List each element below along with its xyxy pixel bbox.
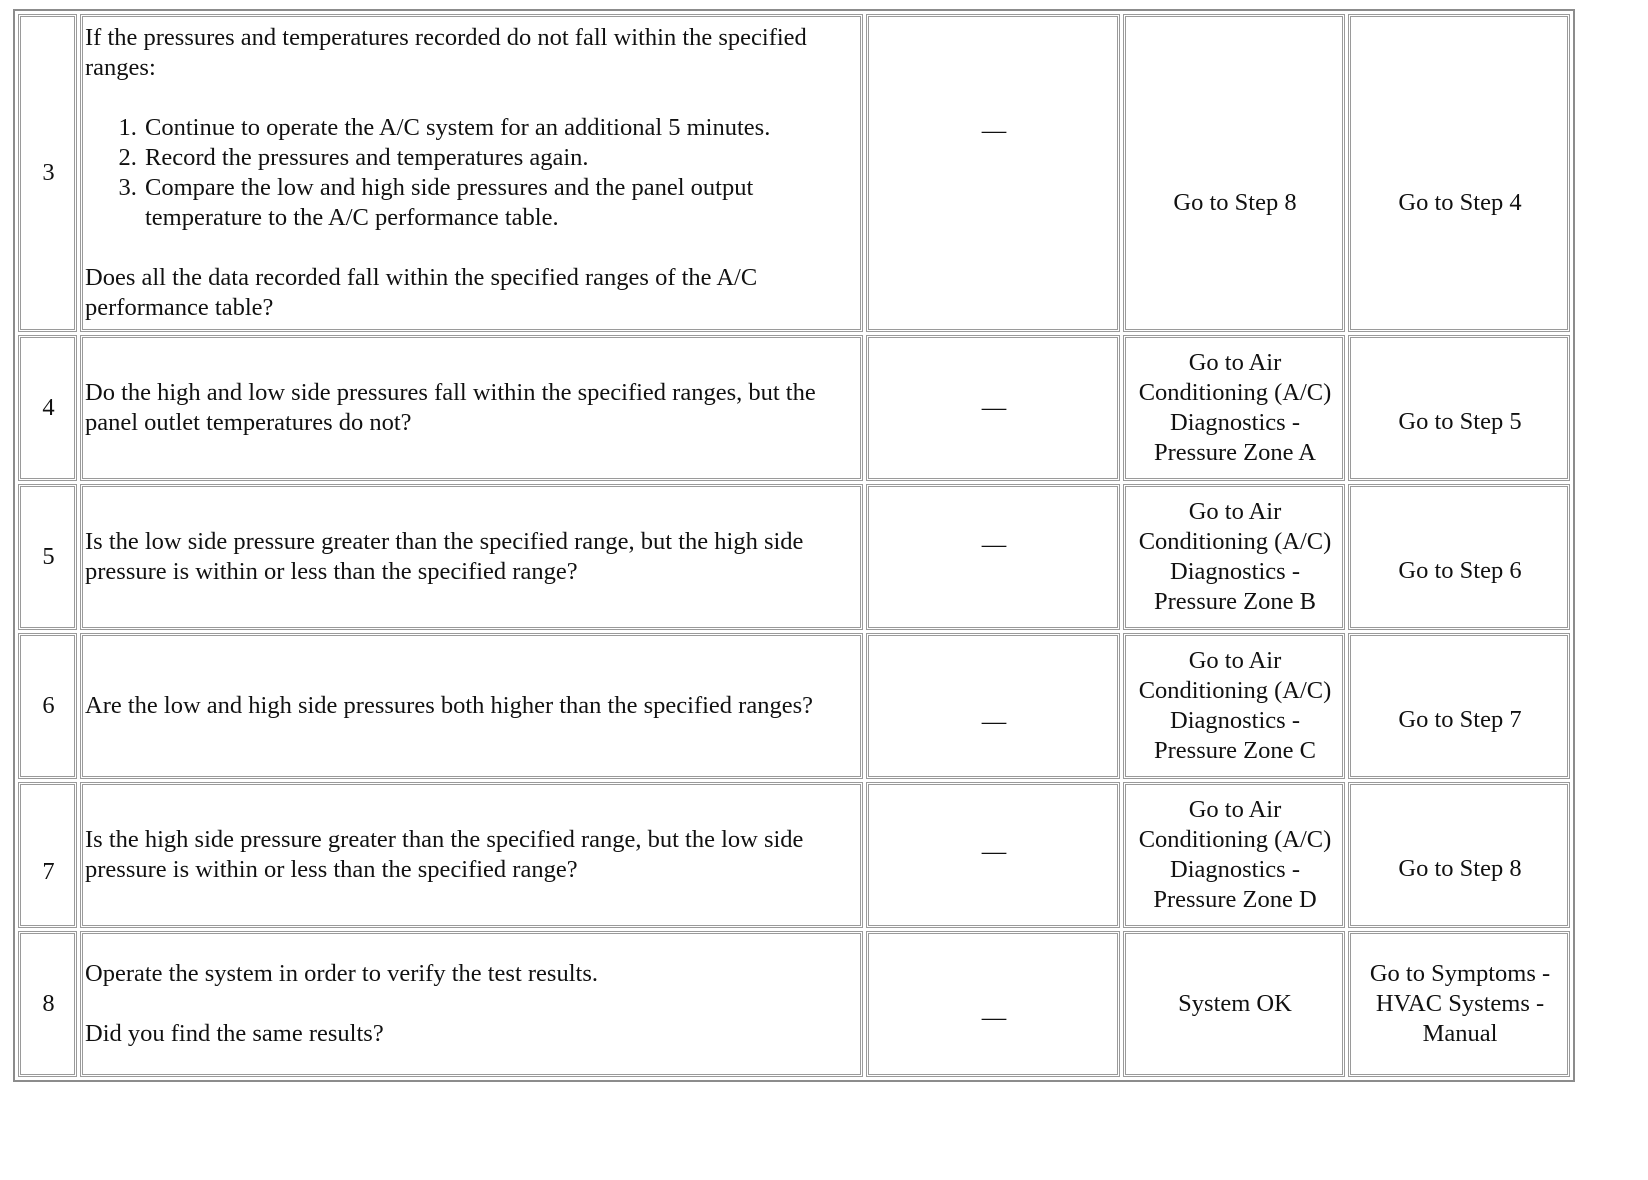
action-question: Do the high and low side pressures fall within the specified ranges, but the panel outlet temperatures do not? [85, 379, 816, 436]
action-cell [80, 633, 863, 779]
step-number: 6 [18, 633, 77, 779]
action-intro: Operate the system in order to verify the test results. [85, 960, 598, 987]
yes-cell [1123, 782, 1345, 928]
yes-link[interactable]: System OK [1178, 990, 1292, 1017]
value-cell [866, 335, 1120, 481]
action-cell [80, 484, 863, 630]
value-cell [866, 782, 1120, 928]
yes-cell [1123, 335, 1345, 481]
no-link[interactable]: Go to Step 4 [1398, 189, 1522, 216]
value-dash: — [981, 394, 1007, 421]
action-question: Is the high side pressure greater than the specified range, but the low side pressure is within or less than the specified range? [85, 826, 804, 883]
yes-cell [1123, 633, 1345, 779]
diagnostic-table [13, 9, 1575, 1082]
value-cell [866, 14, 1120, 332]
yes-cell [1123, 931, 1345, 1077]
step-number: 4 [18, 335, 77, 481]
value-dash: — [981, 117, 1007, 144]
yes-cell [1123, 14, 1345, 332]
action-question: Does all the data recorded fall within the specified ranges of the A/C performance table? [85, 264, 758, 321]
yes-cell [1123, 484, 1345, 630]
no-cell [1348, 633, 1570, 779]
yes-link[interactable]: Go to Air Conditioning (A/C) Diagnostics - Pressure Zone B [1138, 498, 1332, 615]
no-cell [1348, 335, 1570, 481]
step-number: 8 [18, 931, 77, 1077]
yes-link[interactable]: Go to Step 8 [1173, 189, 1297, 216]
no-link[interactable]: Go to Symptoms - HVAC Systems - Manual [1369, 960, 1551, 1047]
table-row [18, 14, 1570, 332]
substep-item: 3. Compare the low and high side pressures and the panel output temperature to the A/C performance table. [143, 173, 860, 233]
no-link[interactable]: Go to Step 7 [1398, 706, 1522, 733]
value-dash: — [981, 1004, 1007, 1031]
table-row [18, 782, 1570, 928]
no-cell [1348, 931, 1570, 1077]
value-cell [866, 931, 1120, 1077]
yes-link[interactable]: Go to Air Conditioning (A/C) Diagnostics - Pressure Zone D [1138, 796, 1332, 913]
action-cell [80, 782, 863, 928]
no-link[interactable]: Go to Step 6 [1398, 557, 1522, 584]
value-dash: — [981, 531, 1007, 558]
step-number: 7 [18, 782, 77, 928]
action-question: Did you find the same results? [85, 1020, 384, 1047]
step-number: 3 [18, 14, 77, 332]
table-row [18, 484, 1570, 630]
no-cell [1348, 14, 1570, 332]
action-intro: If the pressures and temperatures recorded do not fall within the specified ranges: [85, 24, 807, 81]
no-link[interactable]: Go to Step 8 [1398, 855, 1522, 882]
action-cell [80, 335, 863, 481]
substep-item: 2. Record the pressures and temperatures again. [143, 143, 860, 173]
substep-item: 1. Continue to operate the A/C system for an additional 5 minutes. [143, 113, 860, 143]
action-question: Is the low side pressure greater than the specified range, but the high side pressure is within or less than the specified range? [85, 528, 804, 585]
value-cell [866, 484, 1120, 630]
no-cell [1348, 484, 1570, 630]
substep-list [85, 113, 860, 233]
no-link[interactable]: Go to Step 5 [1398, 408, 1522, 435]
action-cell [80, 931, 863, 1077]
yes-link[interactable]: Go to Air Conditioning (A/C) Diagnostics - Pressure Zone C [1138, 647, 1332, 764]
value-cell [866, 633, 1120, 779]
table-row [18, 633, 1570, 779]
table-row [18, 335, 1570, 481]
value-dash: — [981, 838, 1007, 865]
value-dash: — [981, 708, 1007, 735]
no-cell [1348, 782, 1570, 928]
action-cell [80, 14, 863, 332]
table-row [18, 931, 1570, 1077]
action-question: Are the low and high side pressures both higher than the specified ranges? [85, 692, 813, 719]
step-number: 5 [18, 484, 77, 630]
yes-link[interactable]: Go to Air Conditioning (A/C) Diagnostics - Pressure Zone A [1138, 349, 1332, 466]
